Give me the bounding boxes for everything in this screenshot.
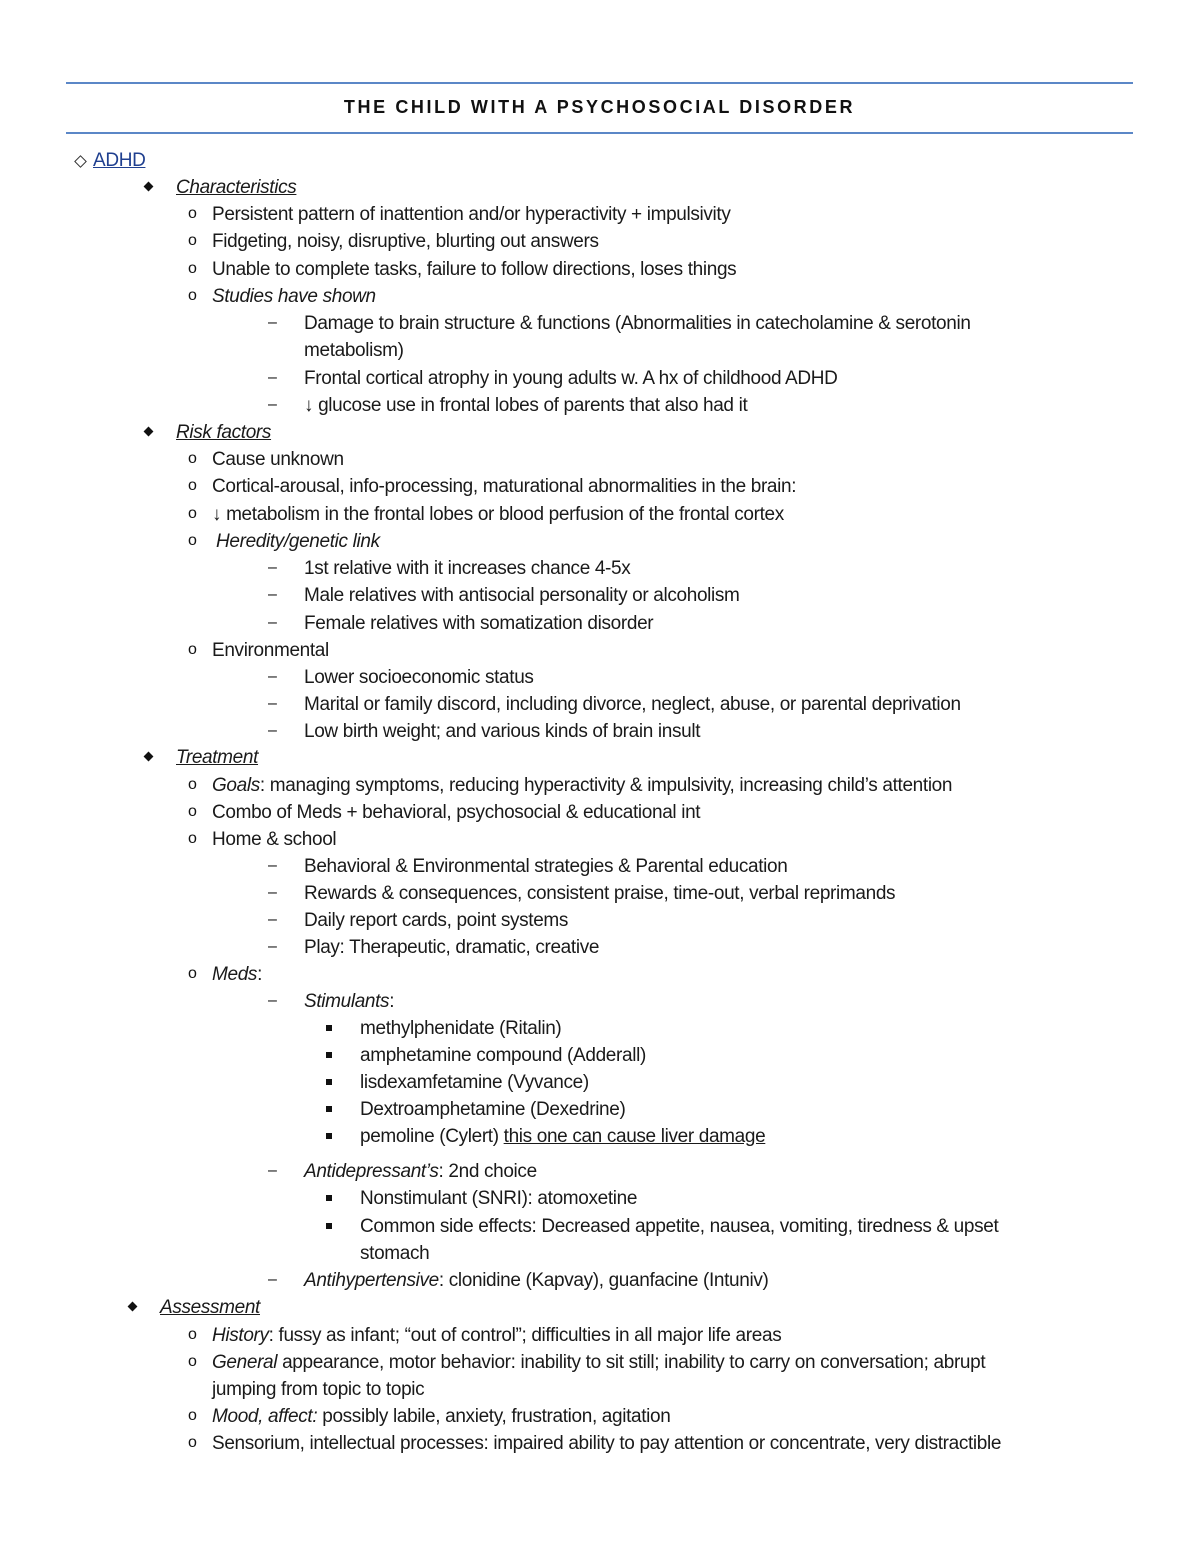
list-item: Frontal cortical atrophy in young adults w. A hx of childhood ADHD (304, 368, 838, 389)
list-item: Sensorium, intellectual processes: impaired ability to pay attention or concentrate, very distractible (212, 1433, 1002, 1454)
dash-bullet-icon: – (268, 369, 277, 386)
list-item-heading: Environmental (212, 640, 329, 661)
antihypertensive-label: Antihypertensive (304, 1270, 439, 1291)
circle-bullet-icon: o (188, 260, 197, 277)
list-item: Lower socioeconomic status (304, 667, 534, 688)
list-item-continued: stomach (360, 1243, 430, 1264)
antidepressant-label: Antidepressant’s (304, 1161, 439, 1182)
list-item (360, 1126, 765, 1148)
circle-bullet-icon: o (188, 641, 197, 658)
list-item (212, 1325, 781, 1347)
section-assessment: Assessment (160, 1297, 260, 1318)
section-treatment: Treatment (176, 747, 259, 768)
stimulants-colon: : (389, 991, 395, 1012)
list-item: Fidgeting, noisy, disruptive, blurting out answers (212, 231, 599, 252)
general-text: appearance, motor behavior: inability to sit still; inability to carry on conversation; abrupt (277, 1352, 986, 1373)
list-item: Combo of Meds + behavioral, psychosocial & educational int (212, 802, 701, 823)
dash-bullet-icon: – (268, 668, 277, 685)
square-bullet-icon (326, 1052, 332, 1058)
diamond-bullet-icon (128, 1302, 138, 1312)
circle-bullet-icon: o (188, 232, 197, 249)
list-item-heading: Studies have shown (212, 286, 376, 307)
antihypertensive-text: : clonidine (Kapvay), guanfacine (Intuniv) (438, 1270, 769, 1291)
list-item: Behavioral & Environmental strategies & Parental education (304, 856, 788, 877)
list-item-heading: Home & school (212, 829, 337, 850)
dash-bullet-icon: – (268, 857, 277, 874)
dash-bullet-icon: – (268, 911, 277, 928)
list-item: Cortical-arousal, info-processing, maturational abnormalities in the brain: (212, 476, 797, 497)
list-item: Damage to brain structure & functions (Abnormalities in catecholamine & serotonin (304, 313, 971, 334)
dash-bullet-icon: – (268, 884, 277, 901)
general-label: General (212, 1352, 278, 1373)
square-bullet-icon (326, 1025, 332, 1031)
circle-bullet-icon: o (188, 1326, 197, 1343)
list-item: Rewards & consequences, consistent praise, time-out, verbal reprimands (304, 883, 896, 904)
circle-bullet-icon: o (188, 1407, 197, 1424)
dash-bullet-icon: – (268, 396, 277, 413)
pemoline-text: pemoline (Cylert) (360, 1126, 504, 1147)
list-item: Marital or family discord, including divorce, neglect, abuse, or parental deprivation (304, 694, 961, 715)
list-item (304, 1270, 768, 1292)
list-item (212, 1352, 985, 1374)
list-item: 1st relative with it increases chance 4-5x (304, 558, 631, 579)
list-item-heading: Heredity/genetic link (216, 531, 380, 552)
circle-bullet-icon: o (188, 532, 197, 549)
list-item-continued: metabolism) (304, 340, 404, 361)
list-item: Common side effects: Decreased appetite, nausea, vomiting, tiredness & upset (360, 1216, 999, 1237)
diamond-bullet-icon (144, 182, 154, 192)
circle-bullet-icon: o (188, 830, 197, 847)
section-risk-factors: Risk factors (176, 422, 272, 443)
list-item: Persistent pattern of inattention and/or hyperactivity + impulsivity (212, 204, 731, 225)
hollow-diamond-bullet-icon (74, 155, 87, 168)
list-item: Male relatives with antisocial personality or alcoholism (304, 585, 740, 606)
mood-label: Mood, affect: (212, 1406, 318, 1427)
meds-label: Meds (212, 964, 258, 985)
circle-bullet-icon: o (188, 450, 197, 467)
antidepressant-text: : 2nd choice (438, 1161, 537, 1182)
square-bullet-icon (326, 1079, 332, 1085)
circle-bullet-icon: o (188, 205, 197, 222)
dash-bullet-icon: – (268, 695, 277, 712)
list-item: ↓ glucose use in frontal lobes of parents that also had it (304, 395, 748, 416)
dash-bullet-icon: – (268, 722, 277, 739)
circle-bullet-icon: o (188, 965, 197, 982)
square-bullet-icon (326, 1223, 332, 1229)
bottom-rule (66, 132, 1133, 134)
circle-bullet-icon: o (188, 803, 197, 820)
square-bullet-icon (326, 1106, 332, 1112)
list-item (212, 1406, 671, 1428)
dash-bullet-icon: – (268, 938, 277, 955)
topic-adhd-link[interactable]: ADHD (93, 150, 146, 171)
list-item: Unable to complete tasks, failure to follow directions, loses things (212, 259, 737, 280)
goals-text: : managing symptoms, reducing hyperactivity & impulsivity, increasing child’s attention (259, 775, 953, 796)
list-item: lisdexamfetamine (Vyvance) (360, 1072, 589, 1093)
dash-bullet-icon: – (268, 1271, 277, 1288)
dash-bullet-icon: – (268, 1162, 277, 1179)
circle-bullet-icon: o (188, 1434, 197, 1451)
list-item: methylphenidate (Ritalin) (360, 1018, 562, 1039)
square-bullet-icon (326, 1195, 332, 1201)
diamond-bullet-icon (144, 752, 154, 762)
dash-bullet-icon: – (268, 314, 277, 331)
list-item: Dextroamphetamine (Dexedrine) (360, 1099, 626, 1120)
list-item: Female relatives with somatization disorder (304, 613, 654, 634)
section-characteristics: Characteristics (176, 177, 297, 198)
dash-bullet-icon: – (268, 559, 277, 576)
list-item: amphetamine compound (Adderall) (360, 1045, 646, 1066)
dash-bullet-icon: – (268, 586, 277, 603)
list-item: Daily report cards, point systems (304, 910, 569, 931)
square-bullet-icon (326, 1133, 332, 1139)
dash-bullet-icon: – (268, 992, 277, 1009)
circle-bullet-icon: o (188, 1353, 197, 1370)
list-item-heading (304, 991, 394, 1013)
dash-bullet-icon: – (268, 614, 277, 631)
mood-text: possibly labile, anxiety, frustration, agitation (317, 1406, 671, 1427)
list-item: Low birth weight; and various kinds of brain insult (304, 721, 701, 742)
list-item-heading (212, 964, 262, 986)
stimulants-label: Stimulants (304, 991, 390, 1012)
list-item (212, 775, 952, 797)
circle-bullet-icon: o (188, 287, 197, 304)
circle-bullet-icon: o (188, 776, 197, 793)
list-item: Cause unknown (212, 449, 344, 470)
meds-colon: : (257, 964, 262, 985)
list-item: Play: Therapeutic, dramatic, creative (304, 937, 600, 958)
list-item-heading (304, 1161, 537, 1183)
list-item-continued: jumping from topic to topic (212, 1379, 425, 1400)
pemoline-warning: this one can cause liver damage (503, 1126, 766, 1147)
circle-bullet-icon: o (188, 505, 197, 522)
history-label: History (212, 1325, 269, 1346)
goals-label: Goals (212, 775, 260, 796)
page-title: THE CHILD WITH A PSYCHOSOCIAL DISORDER (343, 97, 856, 117)
top-rule (66, 82, 1133, 84)
circle-bullet-icon: o (188, 477, 197, 494)
list-item: Nonstimulant (SNRI): atomoxetine (360, 1188, 638, 1209)
history-text: : fussy as infant; “out of control”; difficulties in all major life areas (268, 1325, 782, 1346)
diamond-bullet-icon (144, 427, 154, 437)
list-item: ↓ metabolism in the frontal lobes or blood perfusion of the frontal cortex (212, 504, 784, 525)
